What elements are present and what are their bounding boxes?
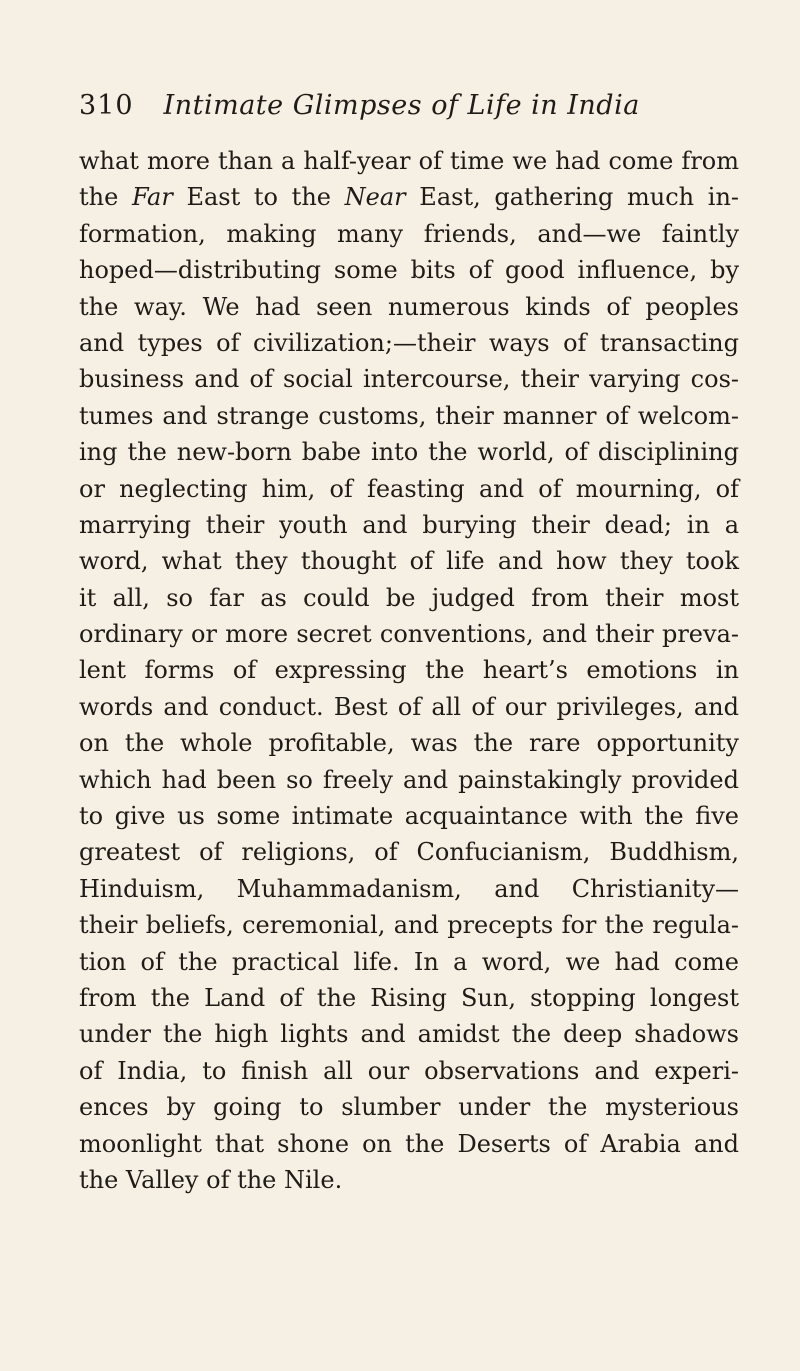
- text-line: the Far East to the Near East, gathering much in-: [79, 183, 740, 212]
- text-line: moonlight that shone on the Deserts of Arabia and: [79, 1129, 739, 1158]
- text-line: or neglecting him, of feasting and of mourning, of: [79, 474, 739, 503]
- page-number: 310: [79, 90, 134, 121]
- text-line: lent forms of expressing the heart’s emotions in: [79, 656, 739, 685]
- text-line: words and conduct. Best of all of our privileges, and: [79, 692, 739, 721]
- text-line: word, what they thought of life and how they took: [79, 547, 739, 576]
- text-line: the Valley of the Nile.: [79, 1165, 343, 1194]
- text-line: tion of the practical life. In a word, we had come: [79, 947, 739, 976]
- text-line: under the high lights and amidst the deep shadows: [79, 1020, 739, 1049]
- body-text: [79, 143, 739, 1198]
- text-line: Hinduism, Muhammadanism, and Christianity—: [79, 874, 739, 903]
- text-line: ing the new-born babe into the world, of disciplining: [79, 438, 739, 467]
- text-line: the way. We had seen numerous kinds of peoples: [79, 292, 739, 321]
- text-line: greatest of religions, of Confucianism, Buddhism,: [79, 838, 739, 867]
- running-head: [79, 90, 739, 130]
- text-line: from the Land of the Rising Sun, stopping longest: [79, 983, 739, 1012]
- running-title: Intimate Glimpses of Life in India: [163, 90, 640, 121]
- text-line: and types of civilization;—their ways of transacting: [79, 328, 739, 357]
- text-line: to give us some intimate acquaintance with the five: [79, 802, 739, 831]
- emphasis-near: Near: [344, 183, 406, 212]
- text-line: formation, making many friends, and—we faintly: [79, 219, 739, 248]
- text-line: of India, to finish all our observations and experi-: [79, 1056, 739, 1085]
- text-line: on the whole profitable, was the rare opportunity: [79, 729, 739, 758]
- text-line: ordinary or more secret conventions, and their preva-: [79, 620, 739, 649]
- text-line: hoped—distributing some bits of good influence, by: [79, 256, 739, 285]
- text-line: their beliefs, ceremonial, and precepts for the regula-: [79, 911, 739, 940]
- text-line: ences by going to slumber under the mysterious: [79, 1093, 739, 1122]
- text-line: tumes and strange customs, their manner of welcom-: [79, 401, 739, 430]
- text-line: marrying their youth and burying their dead; in a: [79, 510, 739, 539]
- text-line: which had been so freely and painstakingly provided: [79, 765, 739, 794]
- emphasis-far: Far: [131, 183, 173, 212]
- text-line: business and of social intercourse, their varying cos-: [79, 365, 739, 394]
- text-line: what more than a half-year of time we had come from: [79, 147, 739, 175]
- text-line: it all, so far as could be judged from their most: [79, 583, 739, 612]
